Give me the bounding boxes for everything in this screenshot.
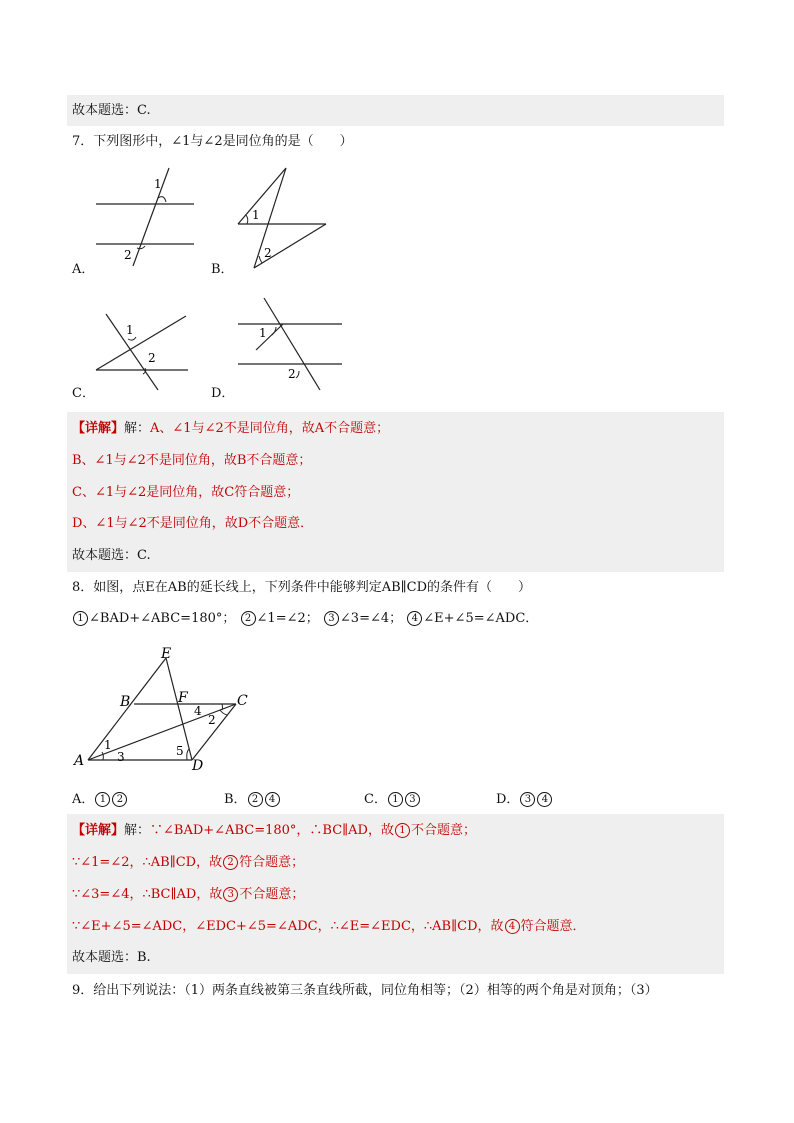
q7-figure-b [232,164,332,272]
q8-detail-line-4 [72,917,586,937]
detail-text: A、∠1与∠2不是同位角，故A不合题意； [150,421,390,436]
angle-4-label: 4 [194,704,202,718]
circled-number: 2 [223,855,238,870]
q7-option-a: A． [72,262,95,277]
angle-5-label: 5 [176,744,184,758]
angle-2-label: 2 [264,246,272,260]
q8-option-d [496,790,553,810]
q8-figure [72,644,262,776]
circled-number: 4 [537,792,552,807]
option-label: D． [496,792,520,807]
detail-tag: 【详解】 [72,823,125,838]
angle-2-label: 2 [148,351,156,365]
q7-detail-line-3: C、∠1与∠2是同位角，故C符合题意； [72,485,300,500]
q8-conclusion: 故本题选：B. [72,950,151,965]
q8-option-c [364,790,421,810]
q9-stem: 9．给出下列说法：（1）两条直线被第三条直线所截，同位角相等；（2）相等的两个角是对顶角；（3） [72,983,658,998]
circled-number: 1 [73,611,88,626]
circled-number: 3 [223,887,238,902]
point-c-label: C [237,693,248,709]
option-label: B． [224,792,247,807]
q7-option-d: D． [211,386,235,401]
solution-prefix: 解： [124,421,151,436]
option-label: A． [72,792,95,807]
q8-detail-line-2 [72,853,304,873]
angle-3-label: 3 [117,750,125,764]
detail-tag: 【详解】 [72,421,125,436]
point-e-label: E [161,646,172,662]
circled-number: 2 [241,611,256,626]
q7-stem: 7．下列图形中，∠1与∠2是同位角的是（ ） [72,134,353,149]
q6-conclusion [72,101,151,121]
circled-number: 2 [248,792,263,807]
q7-detail-line-4: D、∠1与∠2不是同位角，故D不合题意． [72,516,314,531]
conclusion-text: 故本题选：C. [72,103,151,118]
point-d-label: D [192,758,204,774]
q7-option-c: C． [72,386,95,401]
circled-number: 1 [388,792,403,807]
detail-text: ∵∠E+∠5=∠ADC，∠EDC+∠5=∠ADC，∴∠E=∠EDC，∴AB∥CD，故 [72,919,504,934]
angle-1-label: 1 [252,208,260,222]
q7-figure-d [234,294,346,392]
detail-text: ∵∠3=∠4，∴BC∥AD，故 [72,887,223,902]
circled-number: 3 [405,792,420,807]
condition-3: ∠3=∠4； [339,611,403,626]
circled-number: 1 [95,792,110,807]
circled-number: 4 [407,611,422,626]
q7-option-b: B． [211,262,234,277]
condition-1: ∠BAD+∠ABC=180°； [89,611,236,626]
q7-figure-c [92,306,192,394]
q8-conditions [72,609,538,629]
detail-text-end: 不合题意； [410,823,476,838]
angle-2-label: 2 [208,713,216,727]
condition-4: ∠E+∠5=∠ADC． [423,611,539,626]
detail-text-end: 不合题意； [239,887,305,902]
option-label: C． [364,792,387,807]
q8-option-b [224,790,281,810]
angle-1-label: 1 [126,323,134,337]
q8-detail-line-3 [72,885,304,905]
angle-1-label: 1 [154,177,162,191]
q7-figure-a [90,164,200,268]
angle-1-label: 1 [259,326,267,340]
q8-detail-line-1 [72,821,476,841]
q7-conclusion: 故本题选：C. [72,548,151,563]
angle-1-label: 1 [104,738,112,752]
q7-detail-line-1 [72,419,389,439]
point-a-label: A [74,753,85,769]
detail-text-end: 符合题意． [520,919,586,934]
circled-number: 2 [112,792,127,807]
q8-stem: 8．如图，点E在AB的延长线上，下列条件中能够判定AB∥CD的条件有（ ） [72,580,532,595]
circled-number: 1 [395,823,410,838]
point-f-label: F [178,690,188,706]
detail-text-end: 符合题意； [239,855,305,870]
circled-number: 4 [265,792,280,807]
condition-2: ∠1=∠2； [256,611,319,626]
circled-number: 3 [520,792,535,807]
detail-text: ∵∠BAD+∠ABC=180°，∴BC∥AD，故 [150,823,394,838]
point-b-label: B [120,694,131,710]
q7-detail-line-2: B、∠1与∠2不是同位角，故B不合题意； [72,453,312,468]
circled-number: 3 [324,611,339,626]
circled-number: 4 [505,919,520,934]
angle-2-label: 2 [124,248,132,262]
angle-2-label: 2 [288,367,296,381]
q8-option-a [72,790,128,810]
answer-band [67,95,724,126]
solution-prefix: 解： [124,823,151,838]
detail-text: ∵∠1=∠2，∴AB∥CD，故 [72,855,223,870]
